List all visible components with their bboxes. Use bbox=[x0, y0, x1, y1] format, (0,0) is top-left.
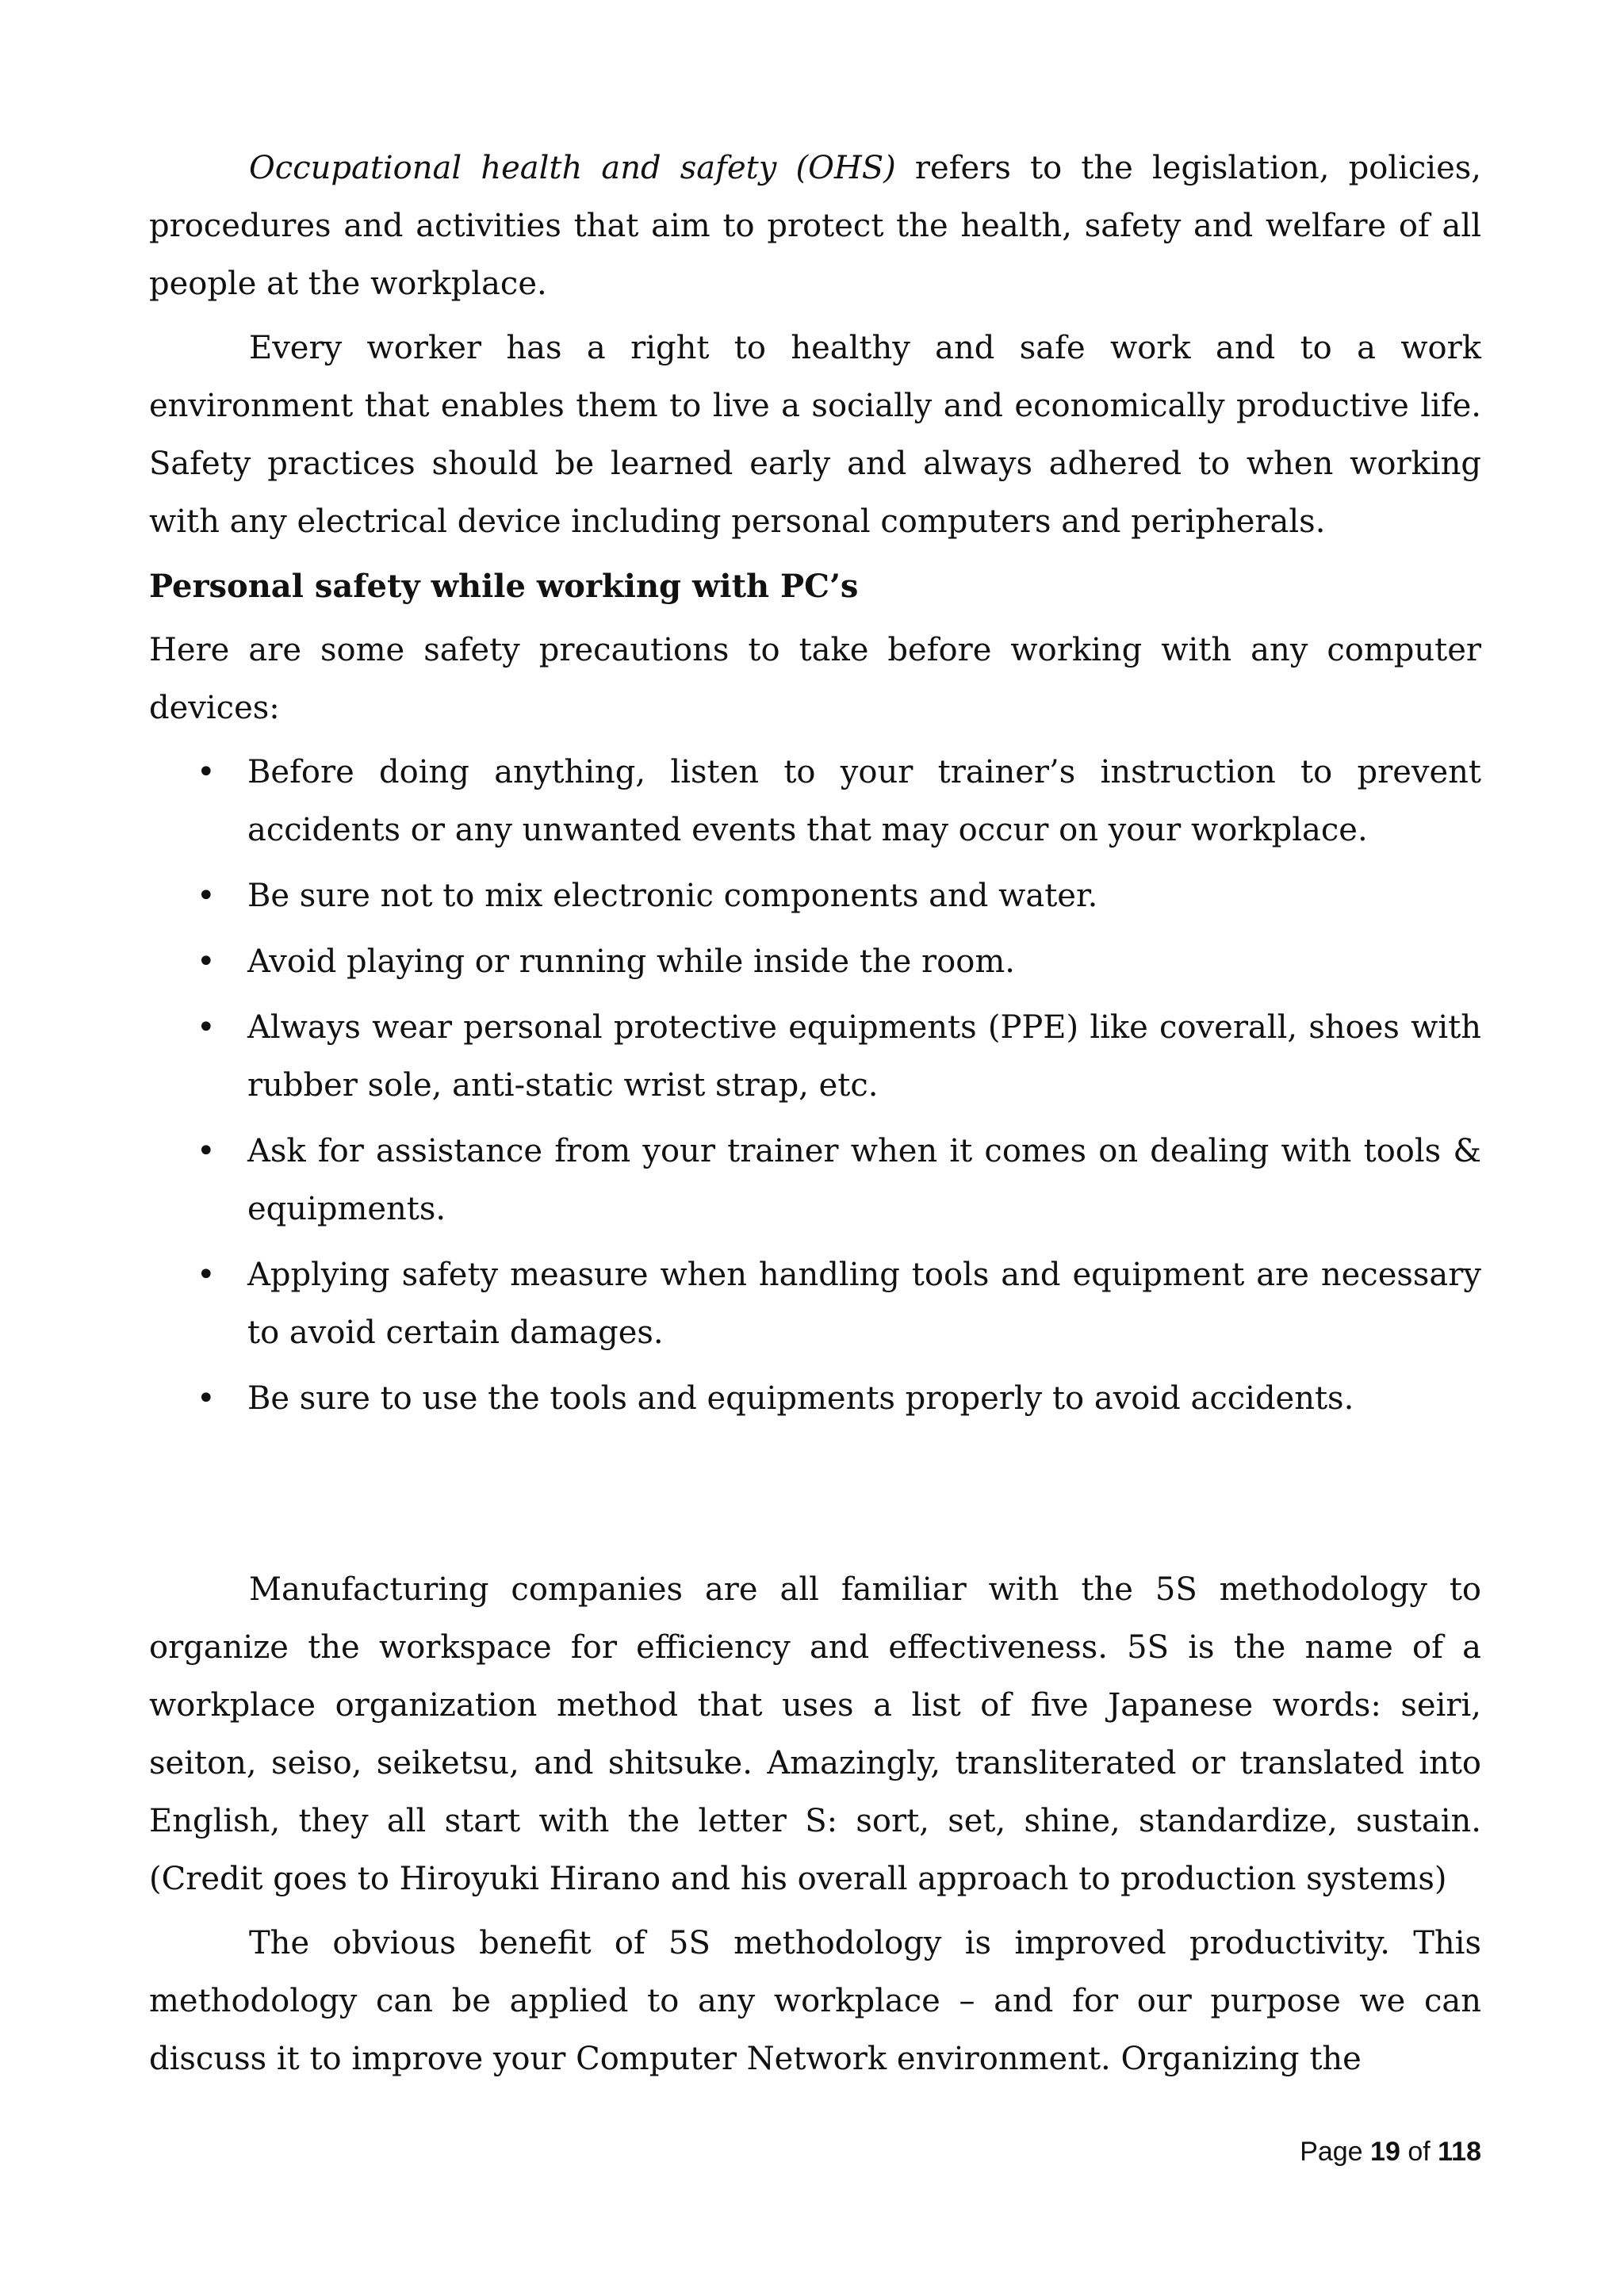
list-item bbox=[149, 1246, 1481, 1362]
worker-right-paragraph: Every worker has a right to healthy and safe work and to a work environment that enables them to live a socially and economically productive life. Safety practices should be learned early and always adhered to when working with any electrical device including personal computers and peripherals. bbox=[149, 330, 1481, 540]
ohs-paragraph bbox=[149, 140, 1481, 313]
ohs-definition: refers to the legislation, policies, procedures and activities that aim to protect the health, safety and welfare of all people at the workplace. bbox=[149, 150, 1482, 302]
list-item-text: Always wear personal protective equipments (PPE) like coverall, shoes with rubber sole, anti-static wrist strap, etc. bbox=[247, 1009, 1481, 1104]
precautions-intro: Here are some safety precautions to take before working with any computer devices: bbox=[149, 632, 1481, 726]
bullet-icon: • bbox=[197, 878, 216, 914]
bullet-icon: • bbox=[197, 754, 216, 790]
page-number-footer bbox=[1300, 2136, 1481, 2168]
section-gap bbox=[149, 1436, 1481, 1561]
list-item-text: Be sure not to mix electronic components and water. bbox=[247, 878, 1098, 914]
list-item-text: Before doing anything, listen to your trainer’s instruction to prevent accidents or any unwanted events that may occur on your workplace. bbox=[247, 754, 1481, 848]
page-content bbox=[149, 140, 1481, 2095]
list-item bbox=[149, 867, 1481, 925]
list-item-text: Avoid playing or running while inside the room. bbox=[247, 943, 1015, 980]
bullet-icon: • bbox=[197, 1380, 216, 1417]
of-word: of bbox=[1408, 2137, 1431, 2167]
list-item bbox=[149, 1123, 1481, 1238]
precautions-list bbox=[149, 744, 1481, 1428]
list-item-text: Applying safety measure when handling tools and equipment are necessary to avoid certain damages. bbox=[247, 1257, 1481, 1351]
personal-safety-heading: Personal safety while working with PC’s bbox=[149, 568, 859, 605]
list-item bbox=[149, 1370, 1481, 1428]
benefit-paragraph: The obvious benefit of 5S methodology is improved productivity. This methodology can be applied to any workplace – and for our purpose we can discuss it to improve your Computer Network environment. Organizing the bbox=[149, 1925, 1481, 2077]
bullet-icon: • bbox=[197, 943, 216, 980]
list-item-text: Ask for assistance from your trainer when it comes on dealing with tools & equipments. bbox=[247, 1133, 1481, 1227]
list-item-text: Be sure to use the tools and equipments properly to avoid accidents. bbox=[247, 1380, 1354, 1417]
list-item bbox=[149, 999, 1481, 1115]
ohs-term: Occupational health and safety (OHS) bbox=[249, 150, 896, 186]
list-item bbox=[149, 933, 1481, 991]
bullet-icon: • bbox=[197, 1257, 216, 1293]
current-page-number: 19 bbox=[1370, 2137, 1400, 2167]
total-pages-number: 118 bbox=[1438, 2137, 1481, 2167]
manufacturing-paragraph: Manufacturing companies are all familiar with the 5S methodology to organize the workspace for efficiency and effectiveness. 5S is the name of a workplace organization method that uses a list of five Japanese words: seiri, seiton, seiso, seiketsu, and shitsuke. Amazingly, transliterated or translated into English, they all start with the letter S: sort, set, shine, standardize, sustain. (Credit goes to Hiroyuki Hirano and his overall approach to production systems) bbox=[149, 1571, 1481, 1897]
list-item bbox=[149, 744, 1481, 859]
page-word: Page bbox=[1300, 2137, 1363, 2167]
bullet-icon: • bbox=[197, 1009, 216, 1046]
bullet-icon: • bbox=[197, 1133, 216, 1169]
